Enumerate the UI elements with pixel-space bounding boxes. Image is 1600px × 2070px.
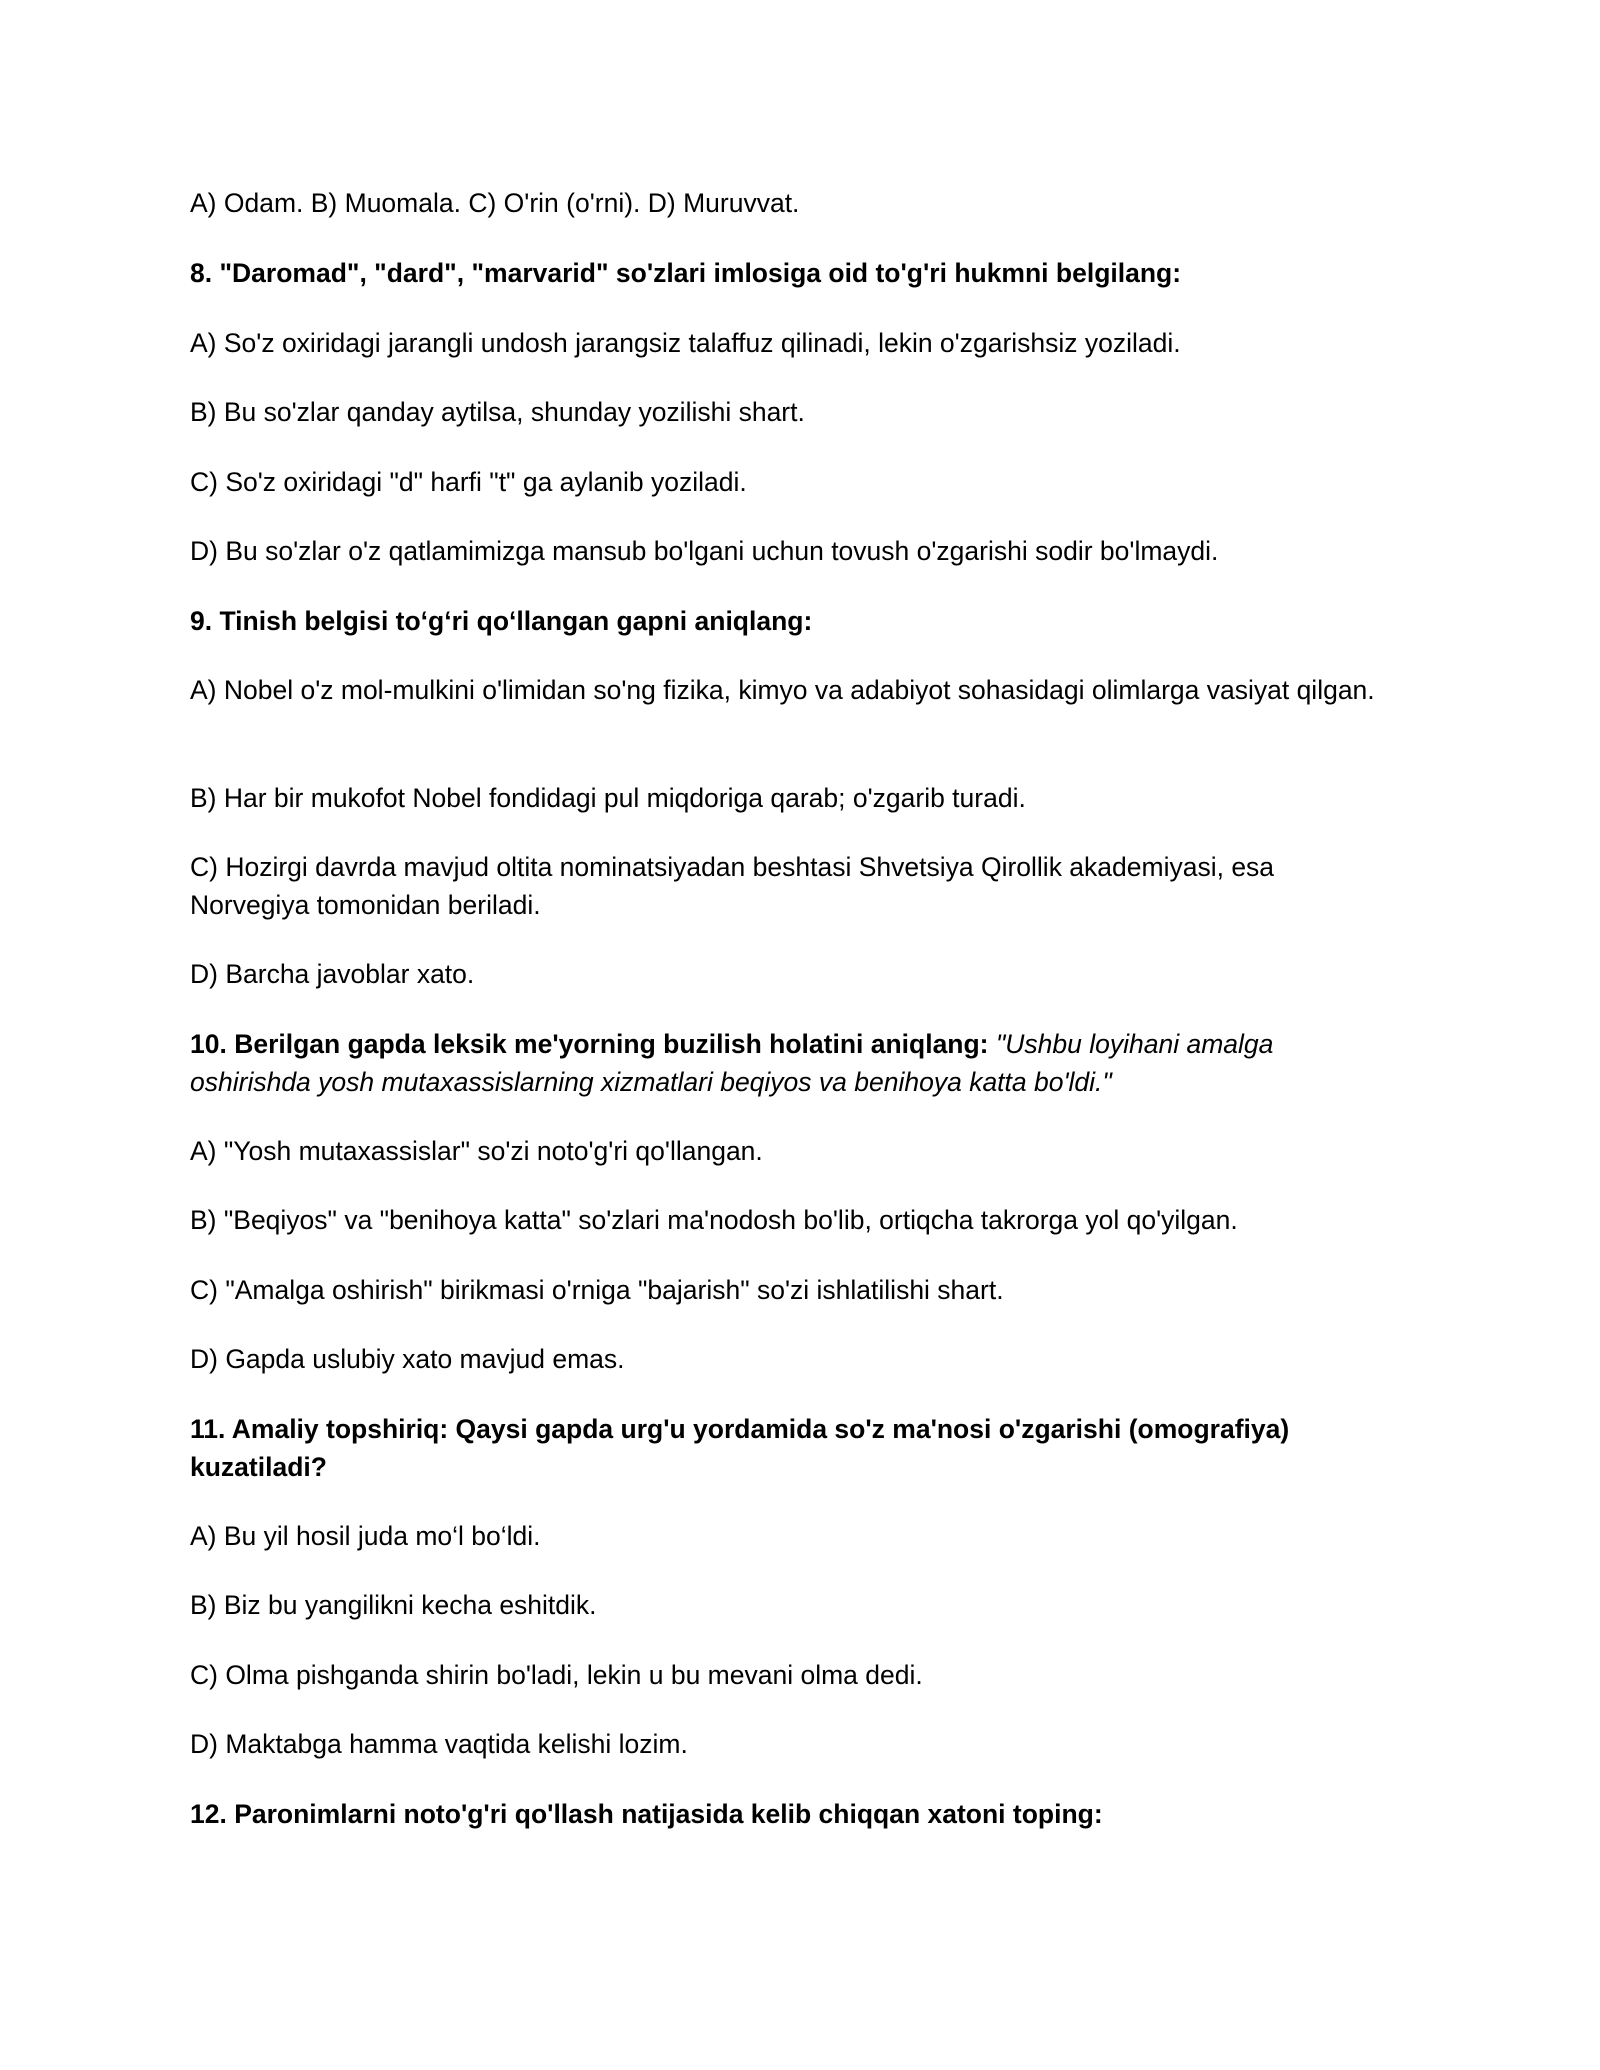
question-9-option-a: A) Nobel o'z mol-mulkini o'limidan so'ng fizika, kimyo va adabiyot sohasidagi olimlarga vasiyat qilgan. [190,675,1375,705]
question-11-option-a: A) Bu yil hosil juda mo‘l bo‘ldi. [190,1521,541,1551]
question-11-option-c: C) Olma pishganda shirin bo'ladi, lekin u bu mevani olma dedi. [190,1660,923,1690]
question-10-option-c: C) "Amalga oshirish" birikmasi o'rniga "bajarish" so'zi ishlatilishi shart. [190,1275,1004,1305]
question-9-option-c: C) Hozirgi davrda mavjud oltita nominatsiyadan beshtasi Shvetsiya Qirollik akademiyasi, esa Norvegiya tomonidan beriladi. [190,852,1275,920]
question-12: 12. Paronimlarni noto'g'ri qo'llash natijasida kelib chiqqan xatoni toping: [190,1799,1103,1829]
question-11: 11. Amaliy topshiriq: Qaysi gapda urg'u yordamida so'z ma'nosi o'zgarishi (omografiya) kuzatiladi? [190,1414,1290,1482]
previous-options-line: A) Odam. B) Muomala. C) O'rin (o'rni). D) Muruvvat. [190,188,800,218]
question-9-option-b: B) Har bir mukofot Nobel fondidagi pul miqdoriga qarab; o'zgarib turadi. [190,783,1026,813]
question-9: 9. Tinish belgisi to‘g‘ri qo‘llangan gapni aniqlang: [190,606,813,636]
question-8-option-a: A) So'z oxiridagi jarangli undosh jarangsiz talaffuz qilinadi, lekin o'zgarishsiz yoziladi. [190,328,1181,358]
question-8-option-d: D) Bu so'zlar o'z qatlamimizga mansub bo'lgani uchun tovush o'zgarishi sodir bo'lmaydi. [190,536,1219,566]
question-10-option-a: A) "Yosh mutaxassislar" so'zi noto'g'ri qo'llangan. [190,1136,763,1166]
question-8-option-c: C) So'z oxiridagi "d" harfi "t" ga aylanib yoziladi. [190,467,747,497]
question-11-option-b: B) Biz bu yangilikni kecha eshitdik. [190,1590,597,1620]
question-9-option-d: D) Barcha javoblar xato. [190,959,475,989]
question-10-option-b: B) "Beqiyos" va "benihoya katta" so'zlari ma'nodosh bo'lib, ortiqcha takrorga yol qo'yilgan. [190,1205,1238,1235]
question-10-quote: "Ushbu loyihani amalga oshirishda yosh mutaxassislarning xizmatlari beqiyos va benihoya katta bo'ldi." [190,1029,1274,1097]
question-10 [190,1025,1390,1101]
question-8-option-b: B) Bu so'zlar qanday aytilsa, shunday yozilishi shart. [190,397,805,427]
question-11-option-d: D) Maktabga hamma vaqtida kelishi lozim. [190,1729,688,1759]
question-10-option-d: D) Gapda uslubiy xato mavjud emas. [190,1344,625,1374]
question-10-text: 10. Berilgan gapda leksik me'yorning buzilish holatini aniqlang: [190,1029,989,1059]
question-8: 8. "Daromad", "dard", "marvarid" so'zlari imlosiga oid to'g'ri hukmni belgilang: [190,258,1182,288]
